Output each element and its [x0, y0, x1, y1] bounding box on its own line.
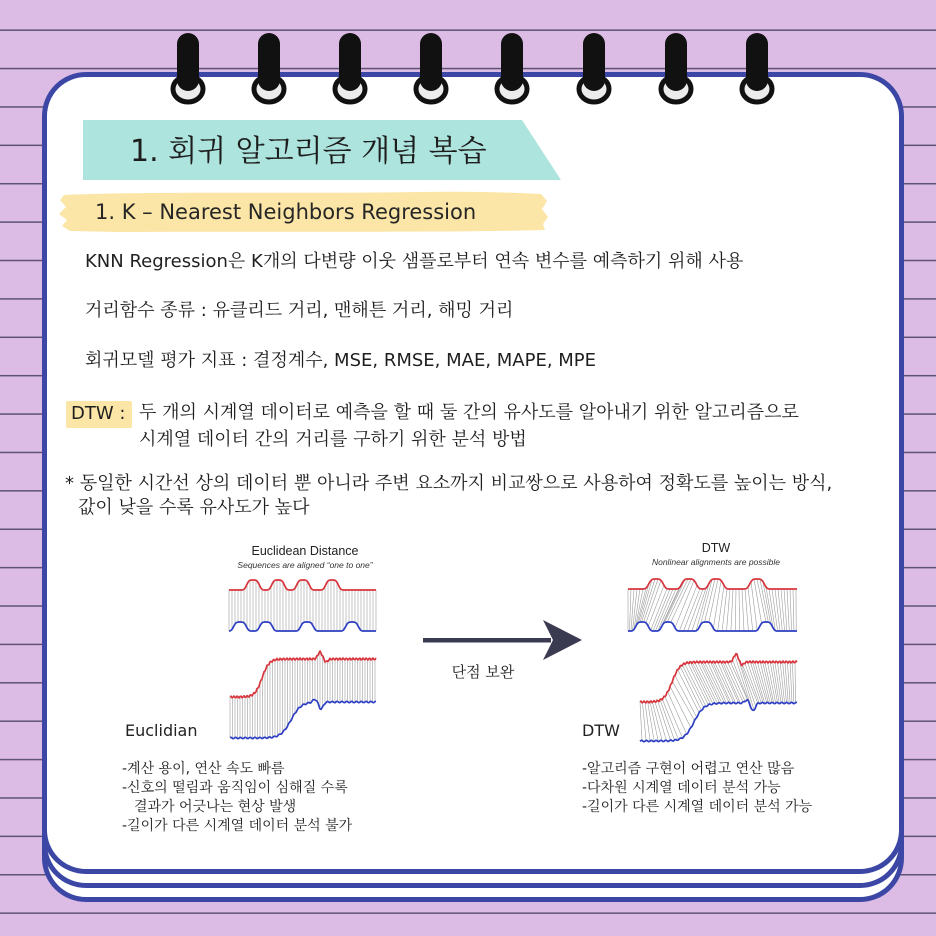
dtw-point: -다차원 시계열 데이터 분석 가능: [582, 780, 781, 796]
evaluation-metrics: 회귀모델 평가 지표 : 결정계수, MSE, RMSE, MAE, MAPE, MPE: [85, 350, 597, 371]
euclidean-figure-title: Euclidean Distance: [251, 544, 359, 558]
alignment-link: [640, 702, 642, 741]
dtw-point: -길이가 다른 시계열 데이터 분석 가능: [582, 799, 813, 815]
alignment-link: [660, 700, 675, 740]
binder-ring-icon: [661, 33, 691, 102]
alignment-link: [680, 666, 701, 711]
query-signal-line: [229, 580, 376, 590]
alignment-link: [692, 588, 706, 631]
alignment-link: [713, 580, 721, 628]
dtw-point: -알고리즘 구현이 어렵고 연산 많음: [582, 761, 795, 777]
dtw-definition-line-1: 두 개의 시계열 데이터로 예측을 할 때 둘 간의 유사도를 알아내기 위한 알고리즘으로: [139, 402, 799, 423]
euclidean-point: -길이가 다른 시계열 데이터 분석 불가: [122, 818, 353, 834]
euclidean-bumps-panel: [229, 580, 376, 631]
euclidean-step-panel: [230, 651, 376, 739]
alignment-link: [648, 585, 664, 626]
euclidean-label: Euclidian: [125, 721, 198, 740]
euclidean-figure-subtitle: Sequences are aligned “one to one”: [237, 560, 373, 570]
alignment-link: [693, 663, 713, 704]
alignment-link: [685, 664, 706, 706]
dtw-alignment-figure: [620, 572, 805, 750]
alignment-link: [631, 589, 634, 631]
alignment-link: [790, 661, 792, 702]
binder-ring-icon: [497, 33, 527, 102]
alignment-link: [748, 587, 753, 631]
alignment-link: [727, 589, 731, 631]
dtw-definition-line-2: 시계열 데이터 간의 거리를 구하기 위한 분석 방법: [139, 429, 527, 450]
alignment-link: [763, 662, 773, 703]
alignment-link: [787, 589, 789, 631]
alignment-link: [790, 589, 792, 631]
query-signal-line: [230, 651, 376, 698]
dtw-label-bottom: DTW: [582, 721, 620, 740]
reference-signal-line: [640, 700, 797, 742]
note-line-2: 값이 낮을 수록 유사도가 높다: [78, 497, 310, 518]
alignment-link: [678, 669, 700, 712]
alignment-link: [630, 589, 632, 631]
alignment-link: [765, 663, 774, 704]
alignment-link: [795, 663, 796, 703]
alignment-link: [783, 661, 787, 702]
binder-ring-icon: [335, 33, 365, 102]
section-title: 1. 회귀 알고리즘 개념 복습: [130, 134, 487, 169]
alignment-link: [793, 661, 794, 704]
alignment-link: [644, 579, 658, 622]
alignment-link: [784, 589, 787, 631]
binder-ring-icon: [254, 33, 284, 102]
reference-signal-line: [229, 622, 376, 631]
subsection-title: 1. K – Nearest Neighbors Regression: [95, 200, 477, 224]
alignment-link: [735, 589, 736, 631]
binder-ring-icon: [416, 33, 446, 102]
euclidean-point: -신호의 떨림과 움직임이 심해질 수록: [122, 780, 348, 796]
alignment-link: [742, 589, 744, 631]
alignment-link: [663, 700, 679, 740]
right-arrow-icon: [415, 615, 590, 665]
euclidean-point: -계산 용이, 연산 속도 빠름: [122, 761, 285, 777]
binder-ring-icon: [579, 33, 609, 102]
euclidean-alignment-figure: [220, 572, 385, 750]
knn-description: KNN Regression은 K개의 다변량 이웃 샘플로부터 연속 변수를 예측하기 위해 사용: [85, 251, 744, 272]
dtw-step-panel: [640, 654, 797, 742]
alignment-link: [745, 589, 748, 631]
alignment-link: [775, 589, 780, 631]
dtw-bumps-panel: [628, 579, 797, 631]
binder-rings: [0, 0, 936, 115]
alignment-link: [673, 682, 695, 721]
alignment-link: [739, 589, 740, 631]
alignment-link: [670, 686, 691, 727]
alignment-link: [793, 589, 794, 631]
note-line-1: * 동일한 시간선 상의 데이터 뿐 아니라 주변 요소까지 비교쌍으로 사용하여 정확도를 높이는 방식,: [65, 473, 833, 494]
dtw-figure-subtitle: Nonlinear alignments are possible: [651, 557, 781, 567]
alignment-link: [772, 589, 778, 631]
euclidean-point-continuation: 결과가 어긋나는 현상 발생: [134, 799, 297, 815]
dtw-figure-title: DTW: [701, 541, 731, 555]
alignment-link: [731, 589, 733, 631]
binder-ring-icon: [173, 33, 203, 102]
binder-ring-icon: [742, 33, 772, 102]
alignment-link: [700, 580, 712, 626]
reference-signal-line: [230, 700, 376, 739]
distance-functions: 거리함수 종류 : 유클리드 거리, 맨해튼 거리, 해밍 거리: [85, 300, 514, 321]
arrow-label: 단점 보완: [451, 663, 515, 681]
alignment-link: [754, 579, 762, 623]
alignment-link: [658, 700, 671, 740]
dtw-label: DTW :: [71, 403, 126, 424]
alignment-link: [667, 579, 688, 622]
